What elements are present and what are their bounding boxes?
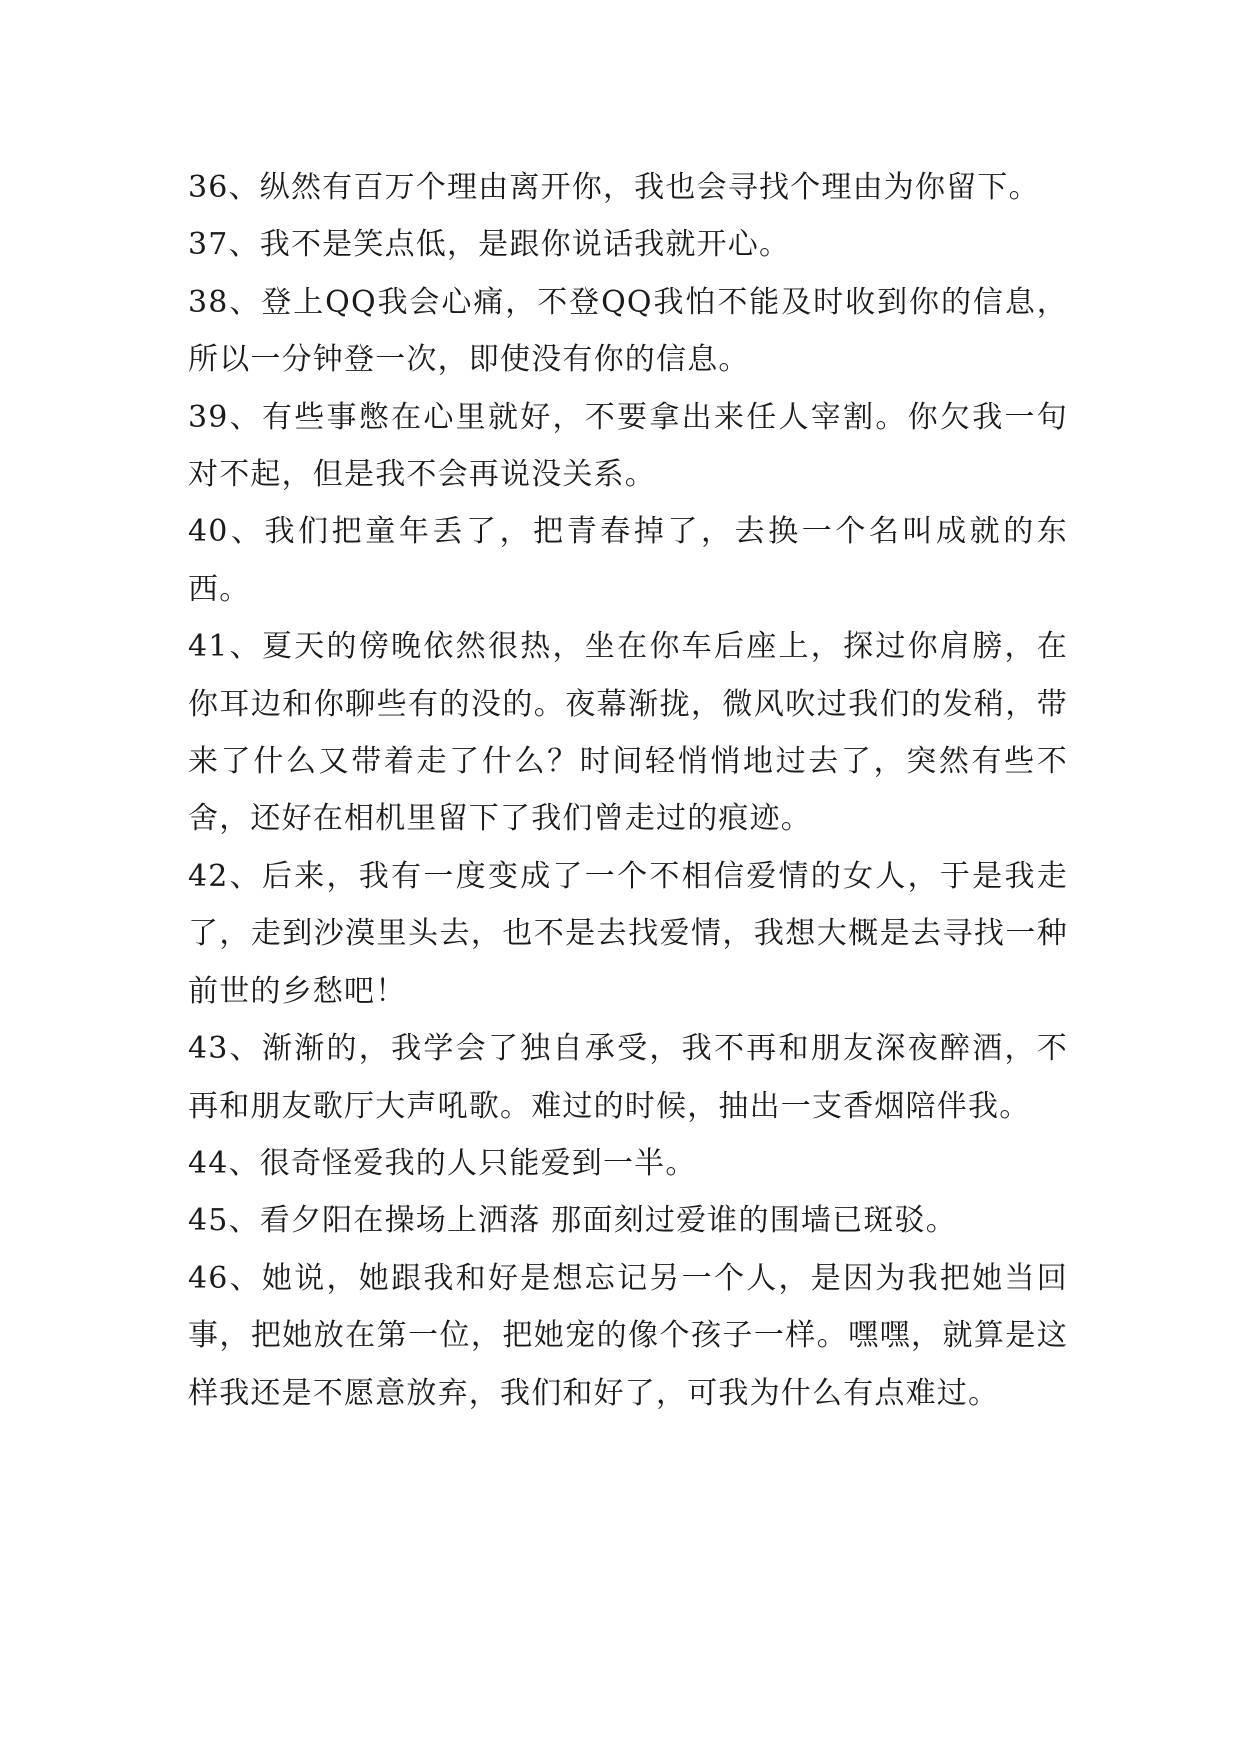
entry-39: 39、有些事憋在心里就好，不要拿出来任人宰割。你欠我一句对不起，但是我不会再说没关系。 [188,399,1068,493]
entry-38: 38、登上QQ我会心痛，不登QQ我怕不能及时收到你的信息，所以一分钟登一次，即使没有你的信息。 [188,284,1068,378]
entry-41: 41、夏天的傍晚依然很热，坐在你车后座上，探过你肩膀，在你耳边和你聊些有的没的。夜幕渐拢，微风吹过我们的发稍，带来了什么又带着走了什么？时间轻悄悄地过去了，突然有些不舍，还好在相机里留下了我们曾走过的痕迹。 [188,629,1068,837]
entry-44: 44、很奇怪爱我的人只能爱到一半。 [188,1145,697,1181]
entry-36: 36、纵然有百万个理由离开你，我也会寻找个理由为你留下。 [188,170,1040,205]
entry-40: 40、我们把童年丢了，把青春掉了，去换一个名叫成就的东西。 [188,514,1068,607]
entry-45: 45、看夕阳在操场上洒落 那面刻过爱谁的围墙已斑驳。 [188,1203,957,1239]
entry-46: 46、她说，她跟我和好是想忘记另一个人，是因为我把她当回事，把她放在第一位，把她宠的像个孩子一样。嘿嘿，就算是这样我还是不愿意放弃，我们和好了，可我为什么有点难过。 [188,1260,1068,1411]
entry-43: 43、渐渐的，我学会了独自承受，我不再和朋友深夜醉酒，不再和朋友歌厅大声吼歌。难过的时候，抽出一支香烟陪伴我。 [188,1031,1068,1124]
entry-37: 37、我不是笑点低，是跟你说话我就开心。 [188,227,791,263]
entry-42: 42、后来，我有一度变成了一个不相信爱情的女人，于是我走了，走到沙漠里头去，也不是去找爱情，我想大概是去寻找一种前世的乡愁吧！ [188,858,1068,1009]
document-body [188,159,1068,1422]
